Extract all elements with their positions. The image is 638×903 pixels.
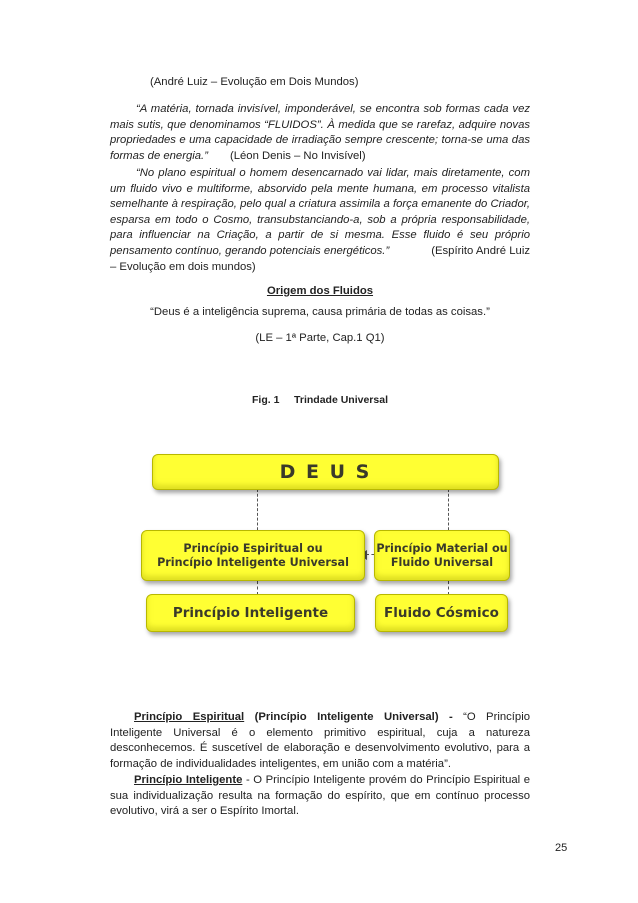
quote-leon-denis xyxy=(110,102,530,164)
section-title xyxy=(110,284,530,300)
box-deus: D E U S xyxy=(152,454,499,490)
section-title-text: Origem dos Fluidos xyxy=(266,285,374,297)
para-inteligente-text: - O Princípio Inteligente provém do Princípio Espiritual e sua individualização resulta na formação do espírito, que em contínuo processo evolutivo, virá a ser o Espírito Imortal. xyxy=(110,774,530,818)
page-number: 25 xyxy=(555,842,568,854)
figure-label: Fig. 1 xyxy=(252,394,280,406)
box-principio-material xyxy=(374,530,510,581)
box-principio-espiritual xyxy=(141,530,365,581)
box-espiritual-line-1: Princípio Espiritual ou xyxy=(183,541,323,555)
box-material-line-2: Fluido Universal xyxy=(390,555,494,569)
connector-material-to-cosmico xyxy=(448,581,449,595)
term-principio-espiritual: Princípio Espiritual xyxy=(134,711,245,723)
para-principio-inteligente xyxy=(110,773,530,820)
box-principio-inteligente: Princípio Inteligente xyxy=(146,594,355,632)
box-fluido-cosmico: Fluido Cósmico xyxy=(375,594,508,632)
quote-leon-denis-text: “A matéria, tornada invisível, imponderável, se encontra sob formas cada vez mais sutis, que denominamos “FLUIDOS”. À medida que se rarefaz, adquire novas propriedades e uma capacidade de irradiação sempre crescente; torna-se uma das formas de energia.” xyxy=(110,103,530,162)
box-espiritual-line-2: Princípio Inteligente Universal xyxy=(157,555,349,569)
figure-caption xyxy=(110,393,530,409)
quote-andre-luiz-source: (Espírito André Luiz – Evolução em dois mundos) xyxy=(110,244,530,273)
para-principio-espiritual xyxy=(110,710,530,772)
para-espiritual-text: “O Princípio Inteligente Universal é o elemento primitivo espiritual, cuja a natureza desconhecemos. É suscetível de elaboração e desenvolvimento evolutivo, para a formação de individualidades inteligentes, em união com a matéria”. xyxy=(110,711,531,770)
quote-andre-luiz xyxy=(110,166,530,275)
term-principio-inteligente-universal: (Princípio Inteligente Universal) - xyxy=(254,711,453,723)
connector-deus-to-espiritual xyxy=(257,489,258,535)
connector-espiritual-to-inteligente xyxy=(257,581,258,595)
quote-andre-luiz-text: “No plano espiritual o homem desencarnado vai lidar, mais diretamente, com um fluido vivo e multiforme, absorvido pela mente humana, em processo vitalista semelhante à respiração, pelo qual a criatura assimila a força emanente do Criador, esparsa em todo o Cosmo, transubstanciando-a, sob a própria responsabilidade, para influenciar na Criação, a partir de si mesma. Esse fluido é seu próprio pensamento contínuo, gerando potenciais energéticos.” xyxy=(110,167,530,257)
box-material-line-1: Princípio Material ou xyxy=(376,541,508,555)
term-principio-inteligente: Princípio Inteligente xyxy=(134,774,243,786)
figure-title: Trindade Universal xyxy=(294,394,388,406)
epigraph: “Deus é a inteligência suprema, causa primária de todas as coisas.” xyxy=(150,306,490,318)
connector-deus-to-material xyxy=(448,489,449,535)
epigraph-source: (LE – 1ª Parte, Cap.1 Q1) xyxy=(255,332,385,344)
quote-source-andre-luiz: (André Luiz – Evolução em Dois Mundos) xyxy=(150,76,359,88)
quote-leon-denis-source: (Léon Denis – No Invisível) xyxy=(229,149,366,162)
